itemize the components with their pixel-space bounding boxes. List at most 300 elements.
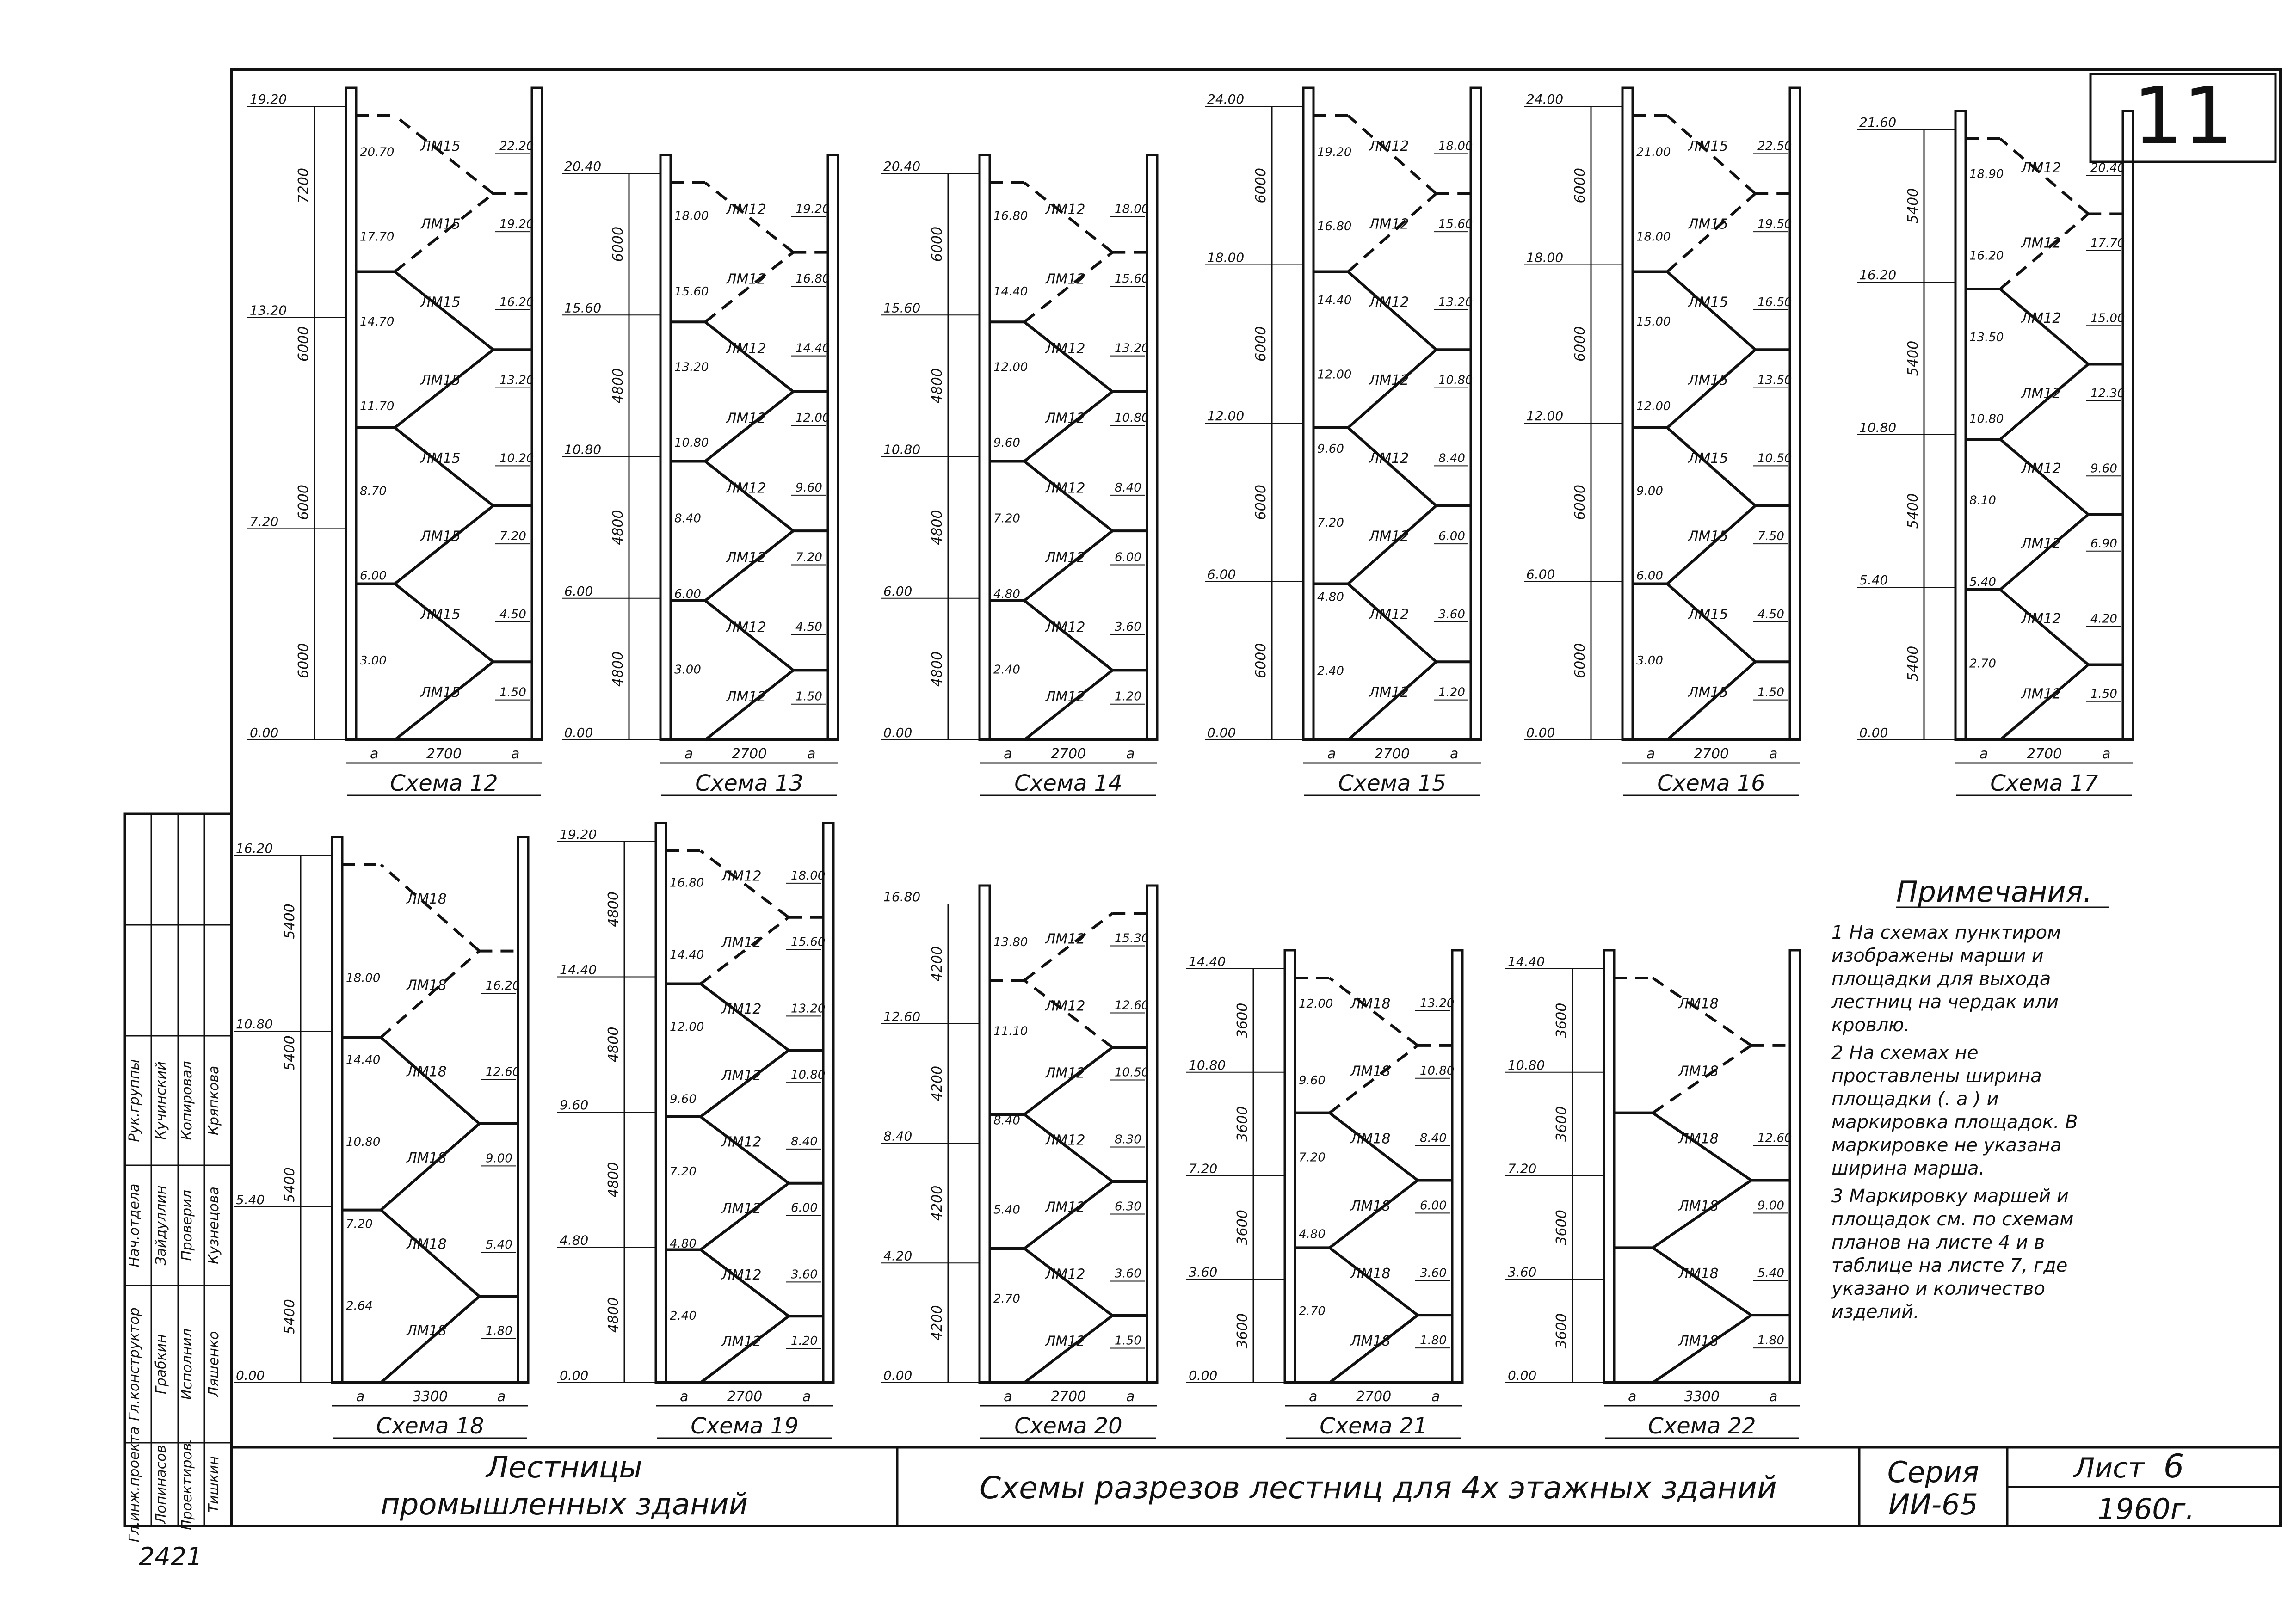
floor-height: 4800 bbox=[610, 368, 626, 404]
flight-mark: ЛМ18 bbox=[1350, 1063, 1391, 1080]
floor-elevation: 6.00 bbox=[1526, 566, 1555, 582]
elevation-mark-right: 10.80 bbox=[1438, 373, 1473, 388]
scheme-13 bbox=[562, 155, 838, 796]
floor-height: 6000 bbox=[1572, 326, 1588, 362]
floor-elevation: 19.20 bbox=[560, 827, 597, 842]
flight-mark: ЛМ12 bbox=[2021, 160, 2061, 177]
width-a-right: a bbox=[1126, 1389, 1135, 1405]
right-wall bbox=[1147, 886, 1157, 1383]
elevation-mark-right: 13.20 bbox=[1438, 295, 1473, 309]
floor-height: 7200 bbox=[296, 168, 312, 203]
elevation-mark-right: 1.50 bbox=[1115, 1334, 1141, 1348]
stair-flight bbox=[381, 1210, 480, 1297]
elevation-mark-inner: 2.64 bbox=[346, 1299, 373, 1313]
floor-elevation: 10.80 bbox=[236, 1016, 273, 1032]
elevation-mark-inner: 12.00 bbox=[1317, 368, 1352, 382]
elevation-mark-right: 19.20 bbox=[796, 202, 830, 216]
elevation-mark-right: 16.80 bbox=[796, 271, 830, 286]
flight-mark: ЛМ12 bbox=[721, 935, 762, 951]
width-a-right: a bbox=[807, 746, 816, 762]
floor-height: 5400 bbox=[282, 1299, 298, 1335]
flight-mark: ЛМ15 bbox=[1688, 138, 1728, 154]
elevation-mark-right: 3.60 bbox=[791, 1267, 818, 1282]
flight-mark: ЛМ12 bbox=[726, 619, 766, 636]
flight-mark: ЛМ12 bbox=[721, 1333, 762, 1350]
elevation-mark-right: 13.20 bbox=[1115, 341, 1149, 356]
floor-height: 3600 bbox=[1554, 1313, 1570, 1349]
elevation-mark-inner: 11.70 bbox=[360, 400, 395, 414]
series-label: Серия bbox=[1887, 1455, 1980, 1489]
stair-flight bbox=[2000, 439, 2088, 515]
right-wall bbox=[532, 88, 542, 740]
flight-mark: ЛМ12 bbox=[726, 410, 766, 427]
elevation-mark-right: 1.20 bbox=[1115, 689, 1141, 704]
floor-elevation: 20.40 bbox=[564, 159, 602, 174]
width-a-left: a bbox=[680, 1389, 689, 1405]
flight-mark: ЛМ15 bbox=[1688, 372, 1728, 389]
width-a-left: a bbox=[684, 746, 693, 762]
stair-flight bbox=[381, 1296, 480, 1383]
stamp-cell: Ляшенко bbox=[206, 1331, 222, 1397]
stair-flight bbox=[1667, 272, 1755, 350]
scheme-22 bbox=[1505, 950, 1800, 1439]
flight-mark: ЛМ12 bbox=[1045, 619, 1085, 636]
elevation-mark-inner: 13.80 bbox=[993, 935, 1028, 949]
right-wall bbox=[2123, 111, 2133, 740]
stair-flight bbox=[1348, 584, 1436, 662]
scheme-19 bbox=[557, 823, 833, 1439]
elevation-mark-inner: 7.20 bbox=[1299, 1150, 1326, 1165]
flight-mark: ЛМ12 bbox=[721, 1134, 762, 1150]
floor-height: 6000 bbox=[1253, 485, 1269, 520]
stair-flight bbox=[1348, 428, 1436, 506]
elevation-mark-right: 1.80 bbox=[1420, 1334, 1447, 1348]
elevation-mark-inner: 19.20 bbox=[1317, 145, 1352, 160]
elevation-mark-inner: 7.20 bbox=[993, 511, 1020, 526]
width-a-left: a bbox=[1004, 1389, 1012, 1405]
elevation-mark-inner: 5.40 bbox=[1969, 575, 1996, 590]
floor-elevation: 14.40 bbox=[1508, 954, 1545, 969]
flight-mark: ЛМ12 bbox=[1045, 480, 1085, 497]
floor-elevation: 14.40 bbox=[560, 962, 597, 978]
flight-mark: ЛМ18 bbox=[1350, 1265, 1391, 1282]
flight-mark: ЛМ12 bbox=[1369, 372, 1409, 389]
elevation-mark-right: 6.00 bbox=[1438, 529, 1465, 544]
floor-elevation: 12.60 bbox=[883, 1009, 921, 1024]
stamp-cell: Лопинасов bbox=[153, 1445, 169, 1524]
elevation-mark-inner: 8.40 bbox=[674, 511, 701, 526]
flight-mark: ЛМ18 bbox=[1678, 1265, 1719, 1282]
stair-flight bbox=[1348, 116, 1436, 194]
elevation-mark-inner: 2.70 bbox=[1299, 1304, 1326, 1318]
flight-mark: ЛМ12 bbox=[1045, 1333, 1085, 1350]
stair-flight bbox=[2000, 214, 2088, 289]
floor-elevation: 6.00 bbox=[564, 583, 593, 599]
stair-flight bbox=[1667, 428, 1755, 506]
floor-elevation: 5.40 bbox=[1859, 572, 1888, 588]
width-value: 3300 bbox=[1684, 1389, 1720, 1405]
width-a-left: a bbox=[1646, 746, 1655, 762]
stamp-cell: Кучинский bbox=[153, 1061, 169, 1140]
notes-block bbox=[1831, 875, 2109, 1323]
flight-mark: ЛМ15 bbox=[1688, 684, 1728, 701]
elevation-mark-right: 8.30 bbox=[1115, 1132, 1141, 1147]
left-wall bbox=[1622, 88, 1633, 740]
flight-mark: ЛМ15 bbox=[1688, 450, 1728, 467]
floor-elevation: 10.80 bbox=[1859, 420, 1897, 435]
stair-flight bbox=[381, 1124, 480, 1210]
stamp-cell: Проектиров. bbox=[179, 1438, 195, 1531]
flight-mark: ЛМ12 bbox=[726, 689, 766, 706]
stair-flight bbox=[395, 194, 493, 272]
sheet-number: 11 bbox=[2133, 71, 2233, 162]
floor-height: 4800 bbox=[605, 1297, 622, 1333]
elevation-mark-right: 18.00 bbox=[1115, 202, 1149, 216]
flight-mark: ЛМ12 bbox=[1045, 1065, 1085, 1082]
elevation-mark-right: 13.20 bbox=[791, 1002, 826, 1016]
flight-mark: ЛМ12 bbox=[1369, 216, 1409, 233]
floor-elevation: 18.00 bbox=[1526, 250, 1564, 265]
floor-elevation: 24.00 bbox=[1207, 92, 1245, 107]
elevation-mark-inner: 18.00 bbox=[674, 209, 709, 223]
elevation-mark-inner: 2.40 bbox=[670, 1309, 697, 1323]
elevation-mark-right: 6.00 bbox=[791, 1201, 818, 1215]
elevation-mark-right: 1.80 bbox=[1758, 1334, 1784, 1348]
width-a-left: a bbox=[370, 746, 379, 762]
floor-height: 3600 bbox=[1234, 1106, 1251, 1142]
width-value: 2700 bbox=[1356, 1389, 1392, 1405]
stamp-cell: Тишкин bbox=[206, 1456, 222, 1513]
elevation-mark-inner: 12.00 bbox=[993, 360, 1028, 375]
stair-flight bbox=[1348, 506, 1436, 584]
notes-lines bbox=[1831, 922, 2078, 1323]
elevation-mark-right: 15.60 bbox=[1438, 217, 1473, 232]
width-value: 2700 bbox=[731, 746, 767, 762]
left-wall bbox=[980, 886, 990, 1383]
flight-mark: ЛМ18 bbox=[1678, 1131, 1719, 1147]
floor-height: 5400 bbox=[1905, 340, 1921, 376]
floor-height: 4800 bbox=[929, 510, 945, 545]
stair-flight bbox=[1348, 272, 1436, 350]
floor-height: 4800 bbox=[610, 510, 626, 545]
floor-elevation: 16.80 bbox=[883, 889, 921, 904]
scheme-label: Схема 20 bbox=[1014, 1413, 1122, 1439]
stair-flight bbox=[1667, 662, 1755, 740]
elevation-mark-right: 17.70 bbox=[2090, 236, 2125, 250]
elevation-mark-inner: 4.80 bbox=[670, 1236, 697, 1251]
title-left-line1: Лестницы bbox=[486, 1451, 642, 1485]
notes-heading: Примечания. bbox=[1896, 875, 2092, 909]
floor-elevation: 3.60 bbox=[1189, 1264, 1218, 1280]
scheme-12 bbox=[247, 88, 542, 796]
elevation-mark-inner: 12.00 bbox=[670, 1020, 704, 1034]
floor-height: 3600 bbox=[1234, 1003, 1251, 1039]
width-a-left: a bbox=[1628, 1389, 1637, 1405]
floor-elevation: 24.00 bbox=[1526, 92, 1564, 107]
floor-height: 6000 bbox=[296, 643, 312, 678]
width-a-right: a bbox=[802, 1389, 811, 1405]
elevation-mark-right: 3.60 bbox=[1115, 1267, 1141, 1281]
elevation-mark-inner: 7.20 bbox=[346, 1217, 373, 1231]
elevation-mark-right: 8.40 bbox=[1420, 1131, 1447, 1145]
elevation-mark-right: 12.60 bbox=[1758, 1131, 1792, 1145]
elevation-mark-right: 10.80 bbox=[1420, 1064, 1455, 1078]
elevation-mark-inner: 14.40 bbox=[346, 1053, 381, 1067]
flight-mark: ЛМ15 bbox=[420, 138, 461, 154]
elevation-mark-right: 9.60 bbox=[2090, 461, 2117, 476]
floor-elevation: 0.00 bbox=[1526, 725, 1555, 740]
flight-mark: ЛМ15 bbox=[1688, 294, 1728, 311]
flight-mark: ЛМ15 bbox=[420, 372, 461, 389]
scheme-label: Схема 21 bbox=[1320, 1413, 1428, 1439]
floor-elevation: 18.00 bbox=[1207, 250, 1245, 265]
flight-mark: ЛМ12 bbox=[721, 868, 762, 885]
flight-mark: ЛМ12 bbox=[1045, 1199, 1085, 1216]
flight-mark: ЛМ18 bbox=[1350, 1333, 1391, 1349]
floor-height: 5400 bbox=[1905, 493, 1921, 529]
elevation-mark-right: 8.40 bbox=[1438, 451, 1465, 466]
floor-height: 6000 bbox=[1572, 485, 1588, 520]
flight-mark: ЛМ12 bbox=[721, 1267, 762, 1284]
width-value: 2700 bbox=[1693, 746, 1729, 762]
left-wall bbox=[346, 88, 356, 740]
flight-mark: ЛМ12 bbox=[726, 201, 766, 218]
stair-flight bbox=[381, 951, 480, 1038]
flight-mark: ЛМ18 bbox=[1350, 1131, 1391, 1147]
stair-flight bbox=[395, 584, 493, 662]
flight-mark: ЛМ12 bbox=[1369, 684, 1409, 701]
side-stamp-text bbox=[126, 1059, 222, 1543]
scheme-label: Схема 19 bbox=[691, 1413, 799, 1439]
floor-height: 6000 bbox=[1253, 643, 1269, 678]
floor-elevation: 15.60 bbox=[883, 300, 921, 316]
width-a-left: a bbox=[1327, 746, 1336, 762]
stamp-cell: Нач.отдела bbox=[126, 1183, 142, 1267]
stamp-cell: Рук.группы bbox=[126, 1059, 142, 1142]
floor-elevation: 0.00 bbox=[1189, 1368, 1218, 1383]
stair-flight bbox=[2000, 139, 2088, 214]
side-stamp bbox=[125, 814, 231, 1542]
stair-flight bbox=[395, 350, 493, 428]
elevation-mark-inner: 2.70 bbox=[993, 1292, 1020, 1306]
floor-elevation: 4.80 bbox=[560, 1232, 589, 1248]
floor-elevation: 10.80 bbox=[1508, 1057, 1545, 1073]
flight-mark: ЛМ15 bbox=[1688, 606, 1728, 623]
floor-height: 5400 bbox=[1905, 188, 1921, 224]
floor-elevation: 0.00 bbox=[883, 725, 913, 740]
floor-elevation: 16.20 bbox=[1859, 267, 1897, 283]
floor-elevation: 6.00 bbox=[883, 583, 913, 599]
elevation-mark-right: 9.60 bbox=[796, 480, 822, 495]
elevation-mark-inner: 13.20 bbox=[674, 360, 709, 375]
elevation-mark-right: 5.40 bbox=[1758, 1266, 1784, 1280]
elevation-mark-right: 15.30 bbox=[1115, 931, 1149, 946]
floor-height: 3600 bbox=[1554, 1210, 1570, 1245]
width-a-right: a bbox=[1769, 746, 1778, 762]
scheme-label: Схема 22 bbox=[1648, 1413, 1756, 1439]
floor-height: 4200 bbox=[929, 1185, 945, 1221]
elevation-mark-inner: 10.80 bbox=[1969, 412, 2004, 426]
floor-height: 4800 bbox=[605, 1162, 622, 1198]
elevation-mark-inner: 8.40 bbox=[993, 1113, 1020, 1128]
elevation-mark-inner: 15.60 bbox=[674, 284, 709, 299]
floor-height: 3600 bbox=[1234, 1313, 1251, 1349]
flight-mark: ЛМ12 bbox=[1369, 450, 1409, 467]
width-value: 2700 bbox=[1050, 746, 1086, 762]
flight-mark: ЛМ15 bbox=[420, 606, 461, 623]
elevation-mark-right: 1.50 bbox=[1758, 685, 1784, 700]
elevation-mark-right: 6.90 bbox=[2090, 536, 2117, 551]
right-wall bbox=[1790, 950, 1800, 1383]
floor-elevation: 12.00 bbox=[1526, 408, 1564, 424]
elevation-mark-inner: 6.00 bbox=[1636, 569, 1663, 583]
floor-height: 6000 bbox=[296, 326, 312, 362]
elevation-mark-right: 15.00 bbox=[2090, 311, 2125, 326]
floor-elevation: 7.20 bbox=[1189, 1161, 1218, 1176]
elevation-mark-right: 12.30 bbox=[2090, 386, 2125, 400]
stamp-cell: Грабкин bbox=[153, 1334, 169, 1394]
floor-elevation: 5.40 bbox=[236, 1192, 265, 1207]
flight-mark: ЛМ12 bbox=[1045, 549, 1085, 566]
elevation-mark-inner: 4.80 bbox=[1299, 1227, 1326, 1242]
flight-mark: ЛМ12 bbox=[1045, 931, 1085, 947]
floor-height: 5400 bbox=[282, 1035, 298, 1071]
floor-height: 4200 bbox=[929, 1065, 945, 1101]
scheme-18 bbox=[234, 837, 528, 1439]
floor-height: 4200 bbox=[929, 946, 945, 982]
floor-elevation: 14.40 bbox=[1189, 954, 1226, 969]
floor-elevation: 0.00 bbox=[1859, 725, 1888, 740]
flight-mark: ЛМ18 bbox=[1678, 1063, 1719, 1080]
elevation-mark-right: 8.40 bbox=[791, 1134, 818, 1149]
floor-elevation: 0.00 bbox=[560, 1368, 589, 1383]
elevation-mark-right: 14.40 bbox=[796, 341, 830, 356]
stair-flight bbox=[1667, 116, 1755, 194]
stamp-cell: Кузнецова bbox=[206, 1187, 222, 1264]
sheet-value: 6 bbox=[2163, 1447, 2184, 1485]
stair-flight bbox=[395, 116, 493, 194]
flight-mark: ЛМ12 bbox=[1369, 606, 1409, 623]
floor-height: 6000 bbox=[1253, 326, 1269, 362]
title-center: Схемы разрезов лестниц для 4х этажных зданий bbox=[980, 1470, 1777, 1506]
floor-height: 3600 bbox=[1234, 1210, 1251, 1245]
flight-mark: ЛМ12 bbox=[2021, 385, 2061, 402]
stair-flight bbox=[2000, 364, 2088, 440]
elevation-mark-right: 19.20 bbox=[500, 217, 534, 232]
flight-mark: ЛМ12 bbox=[2021, 686, 2061, 702]
floor-elevation: 7.20 bbox=[1508, 1161, 1537, 1176]
elevation-mark-right: 16.20 bbox=[500, 295, 534, 309]
width-a-right: a bbox=[1450, 746, 1459, 762]
stair-flight bbox=[1667, 350, 1755, 428]
elevation-mark-right: 13.20 bbox=[1420, 996, 1455, 1010]
elevation-mark-right: 4.20 bbox=[2090, 612, 2117, 626]
floor-elevation: 0.00 bbox=[1207, 725, 1236, 740]
elevation-mark-inner: 3.00 bbox=[674, 663, 701, 677]
stair-flight bbox=[395, 272, 493, 350]
elevation-mark-right: 12.60 bbox=[486, 1065, 520, 1079]
left-wall bbox=[980, 155, 990, 740]
elevation-mark-inner: 10.80 bbox=[346, 1135, 381, 1149]
sheet-label: Лист bbox=[2073, 1452, 2145, 1484]
floor-height: 4800 bbox=[605, 892, 622, 927]
flight-mark: ЛМ12 bbox=[2021, 235, 2061, 252]
flight-mark: ЛМ12 bbox=[2021, 310, 2061, 327]
width-a-left: a bbox=[1309, 1389, 1318, 1405]
flight-mark: ЛМ12 bbox=[1045, 998, 1085, 1015]
elevation-mark-right: 15.60 bbox=[1115, 271, 1149, 286]
scheme-16 bbox=[1524, 88, 1800, 796]
scheme-20 bbox=[881, 886, 1157, 1439]
left-wall bbox=[1303, 88, 1314, 740]
floor-elevation: 10.80 bbox=[883, 442, 921, 457]
flight-mark: ЛМ15 bbox=[420, 450, 461, 467]
elevation-mark-inner: 6.00 bbox=[360, 569, 387, 583]
scheme-label: Схема 13 bbox=[695, 770, 803, 796]
flight-mark: ЛМ12 bbox=[1045, 271, 1085, 288]
floor-elevation: 8.40 bbox=[883, 1128, 913, 1144]
flight-mark: ЛМ12 bbox=[726, 549, 766, 566]
flight-mark: ЛМ15 bbox=[420, 294, 461, 311]
width-a-right: a bbox=[497, 1389, 506, 1405]
scheme-14 bbox=[881, 155, 1157, 796]
floor-elevation: 9.60 bbox=[560, 1097, 589, 1113]
note-item-2: 2 На схемах не проставлены ширина площадки (. а ) и маркировка площадок. В маркировке не указана ширина марша. bbox=[1832, 1042, 2078, 1179]
elevation-mark-inner: 16.80 bbox=[670, 876, 704, 890]
inventory-number: 2421 bbox=[139, 1542, 203, 1571]
floor-elevation: 3.60 bbox=[1508, 1264, 1537, 1280]
floor-height: 4800 bbox=[929, 651, 945, 687]
elevation-mark-inner: 12.00 bbox=[1299, 997, 1333, 1011]
elevation-mark-right: 10.50 bbox=[1758, 451, 1792, 466]
stamp-cell: Зайдуллин bbox=[153, 1185, 169, 1266]
elevation-mark-right: 20.40 bbox=[2090, 161, 2125, 175]
elevation-mark-inner: 3.00 bbox=[1636, 653, 1663, 668]
stair-flight bbox=[2000, 289, 2088, 364]
elevation-mark-right: 1.50 bbox=[500, 685, 526, 700]
elevation-mark-inner: 18.90 bbox=[1969, 167, 2004, 181]
left-wall bbox=[1285, 950, 1295, 1383]
floor-height: 6000 bbox=[1572, 168, 1588, 203]
elevation-mark-inner: 3.00 bbox=[360, 653, 387, 668]
elevation-mark-right: 22.50 bbox=[1758, 139, 1792, 154]
elevation-mark-inner: 9.00 bbox=[1636, 484, 1663, 498]
elevation-mark-inner: 14.40 bbox=[1317, 294, 1352, 308]
title-left-line2: промышленных зданий bbox=[380, 1488, 748, 1522]
flight-mark: ЛМ12 bbox=[2021, 535, 2061, 552]
elevation-mark-right: 22.20 bbox=[500, 139, 534, 154]
stair-flight bbox=[381, 1037, 480, 1124]
width-a-right: a bbox=[1126, 746, 1135, 762]
floor-elevation: 19.20 bbox=[250, 92, 287, 107]
width-a-right: a bbox=[1769, 1389, 1778, 1405]
flight-mark: ЛМ12 bbox=[1045, 1132, 1085, 1149]
flight-mark: ЛМ12 bbox=[721, 1001, 762, 1018]
flight-mark: ЛМ12 bbox=[1045, 1266, 1085, 1283]
floor-elevation: 0.00 bbox=[1508, 1368, 1537, 1383]
flight-mark: ЛМ12 bbox=[726, 271, 766, 288]
elevation-mark-inner: 16.80 bbox=[1317, 219, 1352, 234]
right-wall bbox=[518, 837, 528, 1383]
elevation-mark-right: 6.30 bbox=[1115, 1200, 1141, 1214]
floor-height: 3600 bbox=[1554, 1106, 1570, 1142]
elevation-mark-inner: 2.40 bbox=[1317, 664, 1344, 678]
width-value: 3300 bbox=[412, 1389, 448, 1405]
width-value: 2700 bbox=[426, 746, 462, 762]
flight-mark: ЛМ18 bbox=[407, 1064, 447, 1080]
elevation-mark-right: 7.20 bbox=[500, 529, 526, 544]
right-wall bbox=[823, 823, 833, 1383]
